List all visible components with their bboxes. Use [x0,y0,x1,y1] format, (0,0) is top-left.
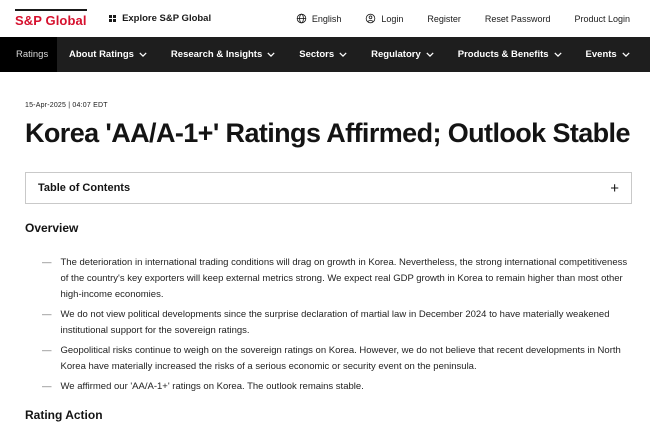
nav-item-label: Events [585,49,617,60]
header-utility-links [296,13,630,24]
language-label: English [311,13,342,24]
article-date: 15-Apr-2025 | 04:07 EDT [25,102,108,109]
nav-item-events[interactable] [574,37,642,72]
page-title: Korea 'AA/A-1+' Ratings Affirmed; Outlook Stable [25,118,630,148]
overview-heading: Overview [25,221,79,236]
dash-bullet-icon [42,343,52,375]
list-item [42,343,632,375]
language-selector[interactable] [296,13,342,24]
dash-bullet-icon [42,379,52,395]
chevron-down-icon [622,52,630,57]
bullet-text: We do not view political developments since the surprise declaration of martial law in December 2024 to have materially weakened institutional support for the sovereign ratings. [60,309,610,337]
top-header [0,0,650,37]
register-link[interactable] [427,14,461,24]
nav-item-about-ratings[interactable] [57,37,159,72]
globe-icon [296,13,307,24]
expand-plus-icon[interactable]: + [610,179,619,197]
overview-bullet-list [25,255,632,395]
explore-label: Explore S&P Global [122,13,212,24]
dash-bullet-icon [42,255,52,303]
nav-brand-ratings[interactable]: Ratings [0,37,57,72]
product-login-label: Product Login [574,13,630,24]
nav-item-research-insights[interactable] [159,37,287,72]
nav-item-label: Sectors [299,49,335,60]
reset-password-label: Reset Password [484,13,551,24]
table-of-contents-toggle[interactable] [25,172,632,204]
nav-item-label: Products & Benefits [457,49,549,60]
nav-item-label: About Ratings [69,49,134,60]
search-button[interactable] [642,37,650,72]
list-item [42,255,632,303]
register-label: Register [427,13,461,24]
article-content [0,72,650,435]
login-link[interactable] [365,13,403,24]
chevron-down-icon [554,52,562,57]
main-nav [0,37,650,72]
bullet-text: The deterioration in international trading conditions will drag on growth in Korea. Nevertheless, the strong international competitiveness of the country's key exporters will keep external metrics strong. We expect real GDP growth in Korea to remain higher than most other high-income economies. [60,257,628,301]
sp-global-logo[interactable]: S&P Global [15,9,87,28]
explore-menu-button[interactable] [109,13,212,24]
nav-item-products-benefits[interactable] [446,37,574,72]
product-login-link[interactable] [574,14,630,24]
nav-item-label: Regulatory [371,49,421,60]
reset-password-link[interactable] [485,14,551,24]
list-item [42,379,632,395]
bullet-text: Geopolitical risks continue to weigh on the sovereign ratings on Korea. However, we do not believe that recent developments in North Korea have materially increased the risks of a serious economic or security event on the peninsula. [60,345,621,373]
nav-items [57,37,642,72]
grid-apps-icon [109,15,117,23]
list-item [42,307,632,339]
nav-item-label: Research & Insights [170,49,263,60]
bullet-text: We affirmed our 'AA/A-1+' ratings on Korea. The outlook remains stable. [60,381,364,393]
chevron-down-icon [267,52,275,57]
rating-action-heading: Rating Action [25,408,103,423]
chevron-down-icon [139,52,147,57]
dash-bullet-icon [42,307,52,339]
nav-item-sectors[interactable] [287,37,359,72]
toc-label: Table of Contents [38,182,131,195]
chevron-down-icon [426,52,434,57]
chevron-down-icon [339,52,347,57]
nav-item-regulatory[interactable] [359,37,446,72]
user-icon [365,13,376,24]
login-label: Login [381,13,404,24]
